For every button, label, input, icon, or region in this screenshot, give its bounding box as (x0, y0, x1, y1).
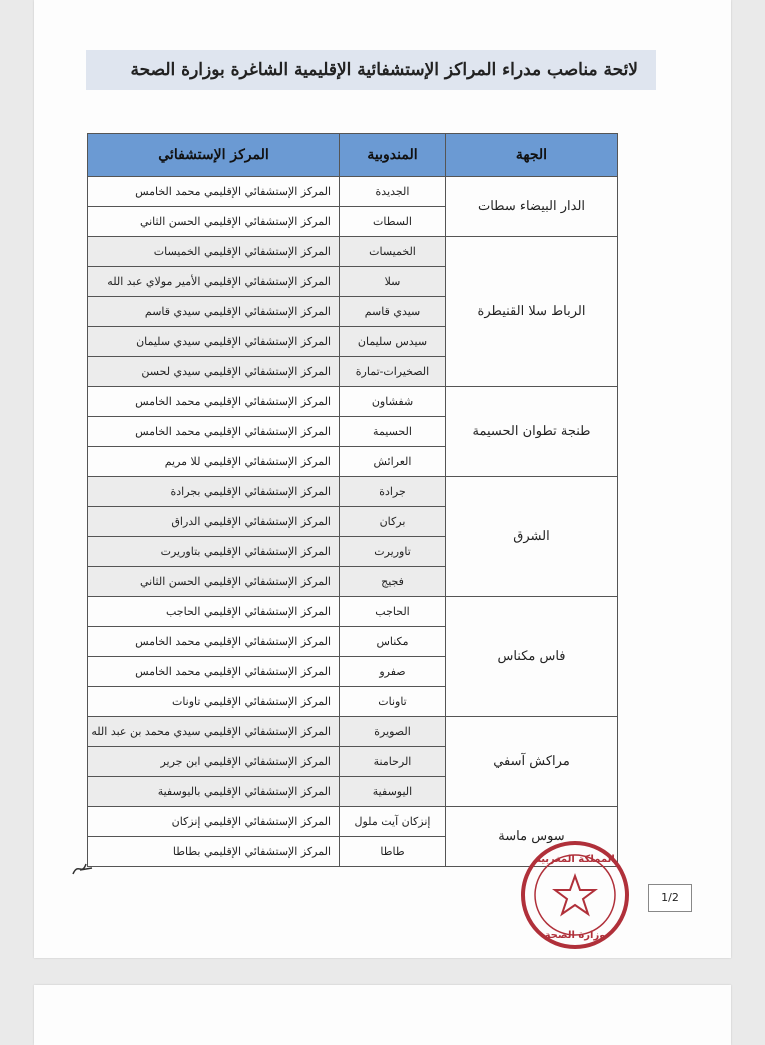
next-page-preview (34, 985, 731, 1045)
province-cell: الجديدة (340, 177, 446, 207)
center-cell: المركز الإستشفائي الإقليمي الأمير مولاي عبد الله (88, 267, 340, 297)
province-cell: الصخيرات-تمارة (340, 357, 446, 387)
province-cell: اليوسفية (340, 777, 446, 807)
center-cell: المركز الإستشفائي الإقليمي الحسن الثاني (88, 207, 340, 237)
province-cell: الخميسات (340, 237, 446, 267)
province-cell: تاونات (340, 687, 446, 717)
province-cell: شفشاون (340, 387, 446, 417)
province-cell: مكناس (340, 627, 446, 657)
table-row (88, 177, 618, 207)
center-cell: المركز الإستشفائي الإقليمي محمد الخامس (88, 177, 340, 207)
center-cell: المركز الإستشفائي الإقليمي محمد الخامس (88, 417, 340, 447)
center-cell: المركز الإستشفائي الإقليمي ابن جرير (88, 747, 340, 777)
page-number: 1/2 (648, 884, 692, 912)
table-row (88, 717, 618, 747)
center-cell: المركز الإستشفائي الإقليمي بتاوريرت (88, 537, 340, 567)
signature-mark (70, 858, 96, 878)
province-cell: إنزكان آيت ملول (340, 807, 446, 837)
center-cell: المركز الإستشفائي الإقليمي بجرادة (88, 477, 340, 507)
province-cell: سيدي قاسم (340, 297, 446, 327)
header-center: المركز الإستشفائي (88, 134, 340, 177)
province-cell: الصويرة (340, 717, 446, 747)
seal-text-bottom: وزارة الصحة (544, 930, 606, 941)
province-cell: جرادة (340, 477, 446, 507)
center-cell: المركز الإستشفائي الإقليمي محمد الخامس (88, 657, 340, 687)
vacancies-table (87, 133, 618, 867)
center-cell: المركز الإستشفائي الإقليمي الحسن الثاني (88, 567, 340, 597)
center-cell: المركز الإستشفائي الإقليمي إنزكان (88, 807, 340, 837)
province-cell: فجيج (340, 567, 446, 597)
region-cell: طنجة تطوان الحسيمة (446, 387, 618, 477)
table-body (88, 177, 618, 867)
region-cell: الرباط سلا القنيطرة (446, 237, 618, 387)
table-row (88, 387, 618, 417)
center-cell: المركز الإستشفائي الإقليمي سيدي لحسن (88, 357, 340, 387)
document-title: لائحة مناصب مدراء المراكز الإستشفائية الإقليمية الشاغرة بوزارة الصحة (86, 50, 656, 90)
region-cell: فاس مكناس (446, 597, 618, 717)
region-cell: الدار البيضاء سطات (446, 177, 618, 237)
center-cell: المركز الإستشفائي الإقليمي تاونات (88, 687, 340, 717)
center-cell: المركز الإستشفائي الإقليمي للا مريم (88, 447, 340, 477)
province-cell: الحاجب (340, 597, 446, 627)
province-cell: سيدس سليمان (340, 327, 446, 357)
center-cell: المركز الإستشفائي الإقليمي محمد الخامس (88, 387, 340, 417)
center-cell: المركز الإستشفائي الإقليمي الدراق (88, 507, 340, 537)
center-cell: المركز الإستشفائي الإقليمي سيدي سليمان (88, 327, 340, 357)
center-cell: المركز الإستشفائي الإقليمي محمد الخامس (88, 627, 340, 657)
seal-text-top: المملكة المغربية (535, 854, 615, 865)
ministry-seal (518, 838, 632, 952)
table-row (88, 237, 618, 267)
center-cell: المركز الإستشفائي الإقليمي بطاطا (88, 837, 340, 867)
header-region: الجهة (446, 134, 618, 177)
table-row (88, 597, 618, 627)
province-cell: العرائش (340, 447, 446, 477)
table-header-row (88, 134, 618, 177)
center-cell: المركز الإستشفائي الإقليمي باليوسفية (88, 777, 340, 807)
region-cell: مراكش آسفي (446, 717, 618, 807)
province-cell: سلا (340, 267, 446, 297)
center-cell: المركز الإستشفائي الإقليمي الحاجب (88, 597, 340, 627)
center-cell: المركز الإستشفائي الإقليمي سيدي قاسم (88, 297, 340, 327)
center-cell: المركز الإستشفائي الإقليمي سيدي محمد بن عبد الله (88, 717, 340, 747)
table-row (88, 807, 618, 837)
header-province: المندوبية (340, 134, 446, 177)
region-cell: سوس ماسة (446, 807, 618, 867)
province-cell: بركان (340, 507, 446, 537)
center-cell: المركز الإستشفائي الإقليمي الخميسات (88, 237, 340, 267)
table-row (88, 477, 618, 507)
province-cell: تاوريرت (340, 537, 446, 567)
province-cell: طاطا (340, 837, 446, 867)
province-cell: السطات (340, 207, 446, 237)
region-cell: الشرق (446, 477, 618, 597)
province-cell: الحسيمة (340, 417, 446, 447)
province-cell: صفرو (340, 657, 446, 687)
province-cell: الرحامنة (340, 747, 446, 777)
